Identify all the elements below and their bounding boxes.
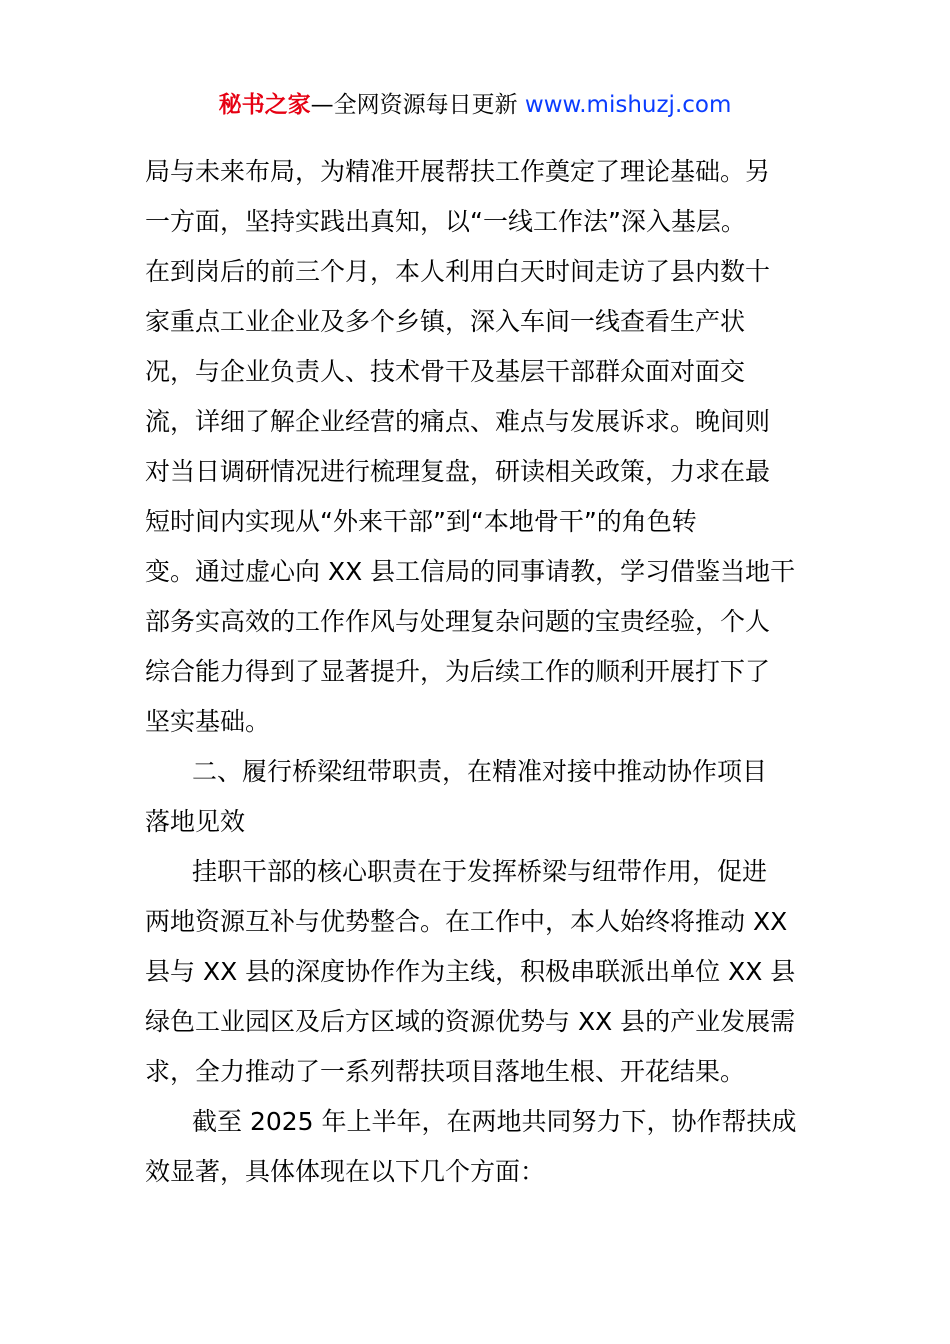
- body-line: 两地资源互补与优势整合。在工作中，本人始终将推动 XX: [145, 907, 788, 936]
- body-line: 效显著，具体体现在以下几个方面：: [145, 1157, 546, 1186]
- website-link[interactable]: www.mishuzj.com: [524, 92, 732, 118]
- body-line: 况，与企业负责人、技术骨干及基层干部群众面对面交: [145, 357, 746, 386]
- body-line: 流，详细了解企业经营的痛点、难点与发展诉求。晚间则: [145, 407, 771, 436]
- body-line: 坚实基础。: [145, 707, 271, 736]
- body-line: 综合能力得到了显著提升，为后续工作的顺利开展打下了: [145, 657, 771, 686]
- body-line: 家重点工业企业及多个乡镇，深入车间一线查看生产状: [145, 307, 746, 336]
- body-line: 绿色工业园区及后方区域的资源优势与 XX 县的产业发展需: [145, 1007, 796, 1036]
- body-line: 一方面，坚持实践出真知，以“一线工作法”深入基层。: [145, 207, 746, 236]
- body-line: 县与 XX 县的深度协作作为主线，积极串联派出单位 XX 县: [145, 957, 796, 986]
- page-header: [0, 88, 950, 122]
- body-line: 局与未来布局，为精准开展帮扶工作奠定了理论基础。另: [145, 157, 771, 186]
- body-line: 对当日调研情况进行梳理复盘，研读相关政策，力求在最: [145, 457, 771, 486]
- body-line: 变。通过虚心向 XX 县工信局的同事请教，学习借鉴当地干: [145, 557, 796, 586]
- section-heading-line: 二、履行桥梁纽带职责，在精准对接中推动协作项目: [192, 757, 768, 786]
- body-line: 截至 2025 年上半年，在两地共同努力下，协作帮扶成: [192, 1107, 797, 1136]
- document-body: [145, 147, 815, 1197]
- body-line: 挂职干部的核心职责在于发挥桥梁与纽带作用，促进: [192, 857, 768, 886]
- body-line: 部务实高效的工作作风与处理复杂问题的宝贵经验，个人: [145, 607, 771, 636]
- section-heading-line: 落地见效: [145, 807, 246, 836]
- body-line: 求，全力推动了一系列帮扶项目落地生根、开花结果。: [145, 1057, 746, 1086]
- brand-name: 秘书之家: [218, 92, 311, 118]
- header-tagline: —全网资源每日更新: [310, 92, 525, 118]
- body-line: 短时间内实现从“外来干部”到“本地骨干”的角色转: [145, 507, 697, 536]
- body-line: 在到岗后的前三个月，本人利用白天时间走访了县内数十: [145, 257, 771, 286]
